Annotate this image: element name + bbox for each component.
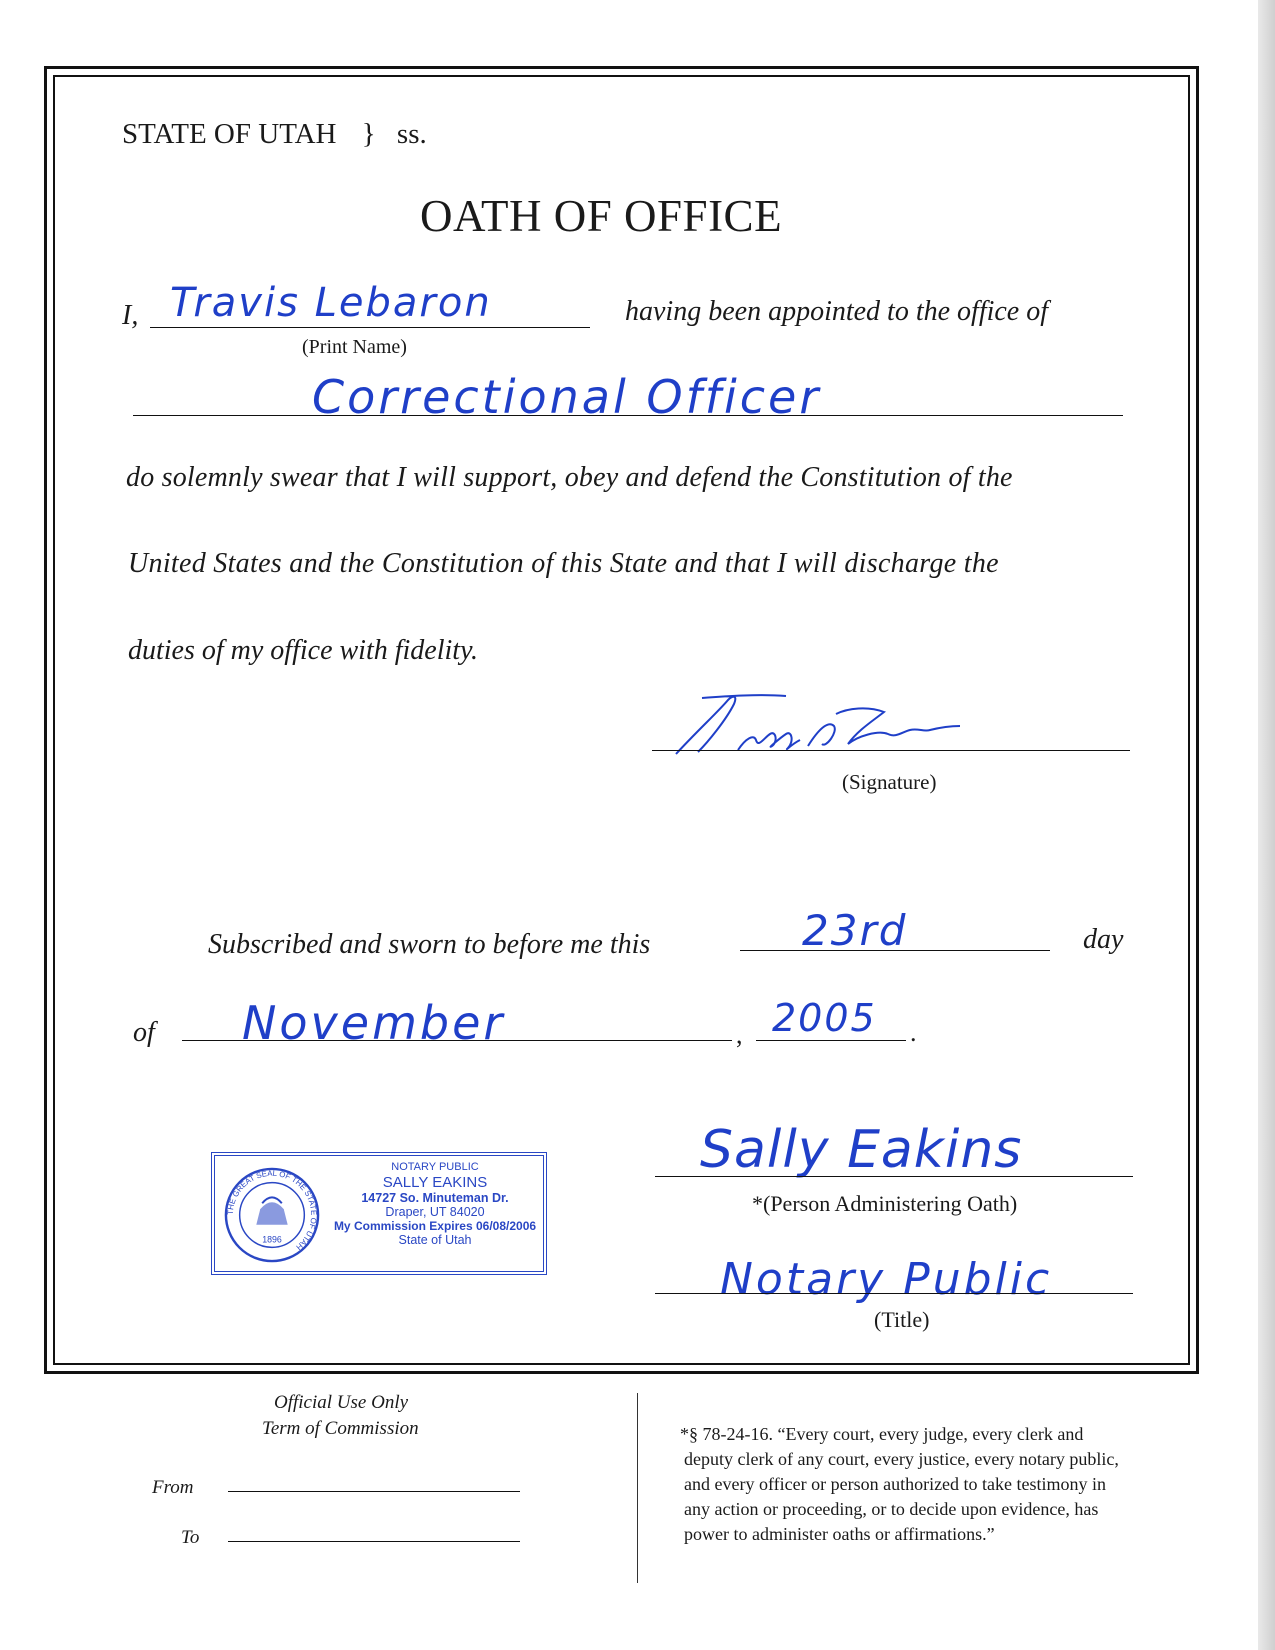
statute-line-5: power to administer oaths or affirmations.” <box>684 1524 995 1544</box>
signature-caption: (Signature) <box>842 770 937 794</box>
to-label: To <box>181 1527 200 1548</box>
stamp-line-6: State of Utah <box>398 1233 472 1247</box>
stamp-line-4: Draper, UT 84020 <box>385 1205 485 1219</box>
day-word: day <box>1083 924 1124 955</box>
stamp-line-1: NOTARY PUBLIC <box>391 1161 479 1173</box>
seal-text: THE GREAT SEAL OF THE STATE OF UTAH <box>225 1168 319 1252</box>
year-period: . <box>910 1018 917 1047</box>
state-name: STATE OF UTAH <box>122 118 337 150</box>
administrator-caption: *(Person Administering Oath) <box>752 1191 1018 1216</box>
administrator-line <box>655 1176 1133 1177</box>
from-label: From <box>152 1477 194 1498</box>
stamp-text <box>327 1160 543 1247</box>
appointed-text: having been appointed to the office of <box>625 296 1049 327</box>
official-use-heading: Official Use Only <box>274 1392 409 1413</box>
print-name-caption: (Print Name) <box>302 336 407 358</box>
office-line <box>133 415 1123 416</box>
ss-abbrev: ss. <box>396 118 427 150</box>
notary-stamp <box>211 1152 547 1275</box>
statute-line-3: and every officer or person authorized to take testimony in <box>684 1474 1107 1494</box>
oath-text-line-3: duties of my office with fidelity. <box>128 635 478 666</box>
signature-line <box>652 750 1130 751</box>
month-value: November <box>242 996 506 1050</box>
stamp-line-3: 14727 So. Minuteman Dr. <box>361 1191 509 1205</box>
seal-year: 1896 <box>262 1234 282 1245</box>
title-caption: (Title) <box>874 1307 930 1332</box>
to-line <box>228 1541 520 1542</box>
from-line <box>228 1491 520 1492</box>
statute-line-2: deputy clerk of any court, every justice, every notary public, <box>684 1449 1119 1469</box>
stamp-line-2: SALLY EAKINS <box>382 1174 488 1191</box>
sworn-text: Subscribed and sworn to before me this <box>208 929 651 960</box>
intro-i: I, <box>122 300 139 331</box>
of-word: of <box>133 1017 155 1048</box>
statute-line-1: *§ 78-24-16. “Every court, every judge, every clerk and <box>680 1424 1084 1444</box>
section-divider <box>637 1393 638 1583</box>
statute-line-4: any action or proceeding, or to decide upon evidence, has <box>684 1499 1099 1519</box>
title-line <box>655 1293 1133 1294</box>
year-value: 2005 <box>772 996 877 1040</box>
administrator-signature: Sally Eakins <box>700 1120 1023 1180</box>
state-seal-icon <box>223 1166 321 1264</box>
month-line <box>182 1040 732 1041</box>
stamp-line-5: My Commission Expires 06/08/2006 <box>333 1219 537 1233</box>
page-edge <box>1258 0 1275 1650</box>
year-line <box>756 1040 906 1041</box>
oath-text-line-1: do solemnly swear that I will support, obey and defend the Constitution of the <box>126 462 1013 493</box>
office-value: Correctional Officer <box>312 370 822 424</box>
term-of-commission-heading: Term of Commission <box>262 1418 419 1439</box>
brace: } <box>361 118 376 150</box>
day-line <box>740 950 1050 951</box>
page-title: OATH OF OFFICE <box>420 191 783 241</box>
print-name-line <box>150 327 590 328</box>
month-comma: , <box>736 1020 743 1049</box>
day-value: 23rd <box>802 906 908 955</box>
state-heading <box>122 118 427 151</box>
oath-text-line-2: United States and the Constitution of this State and that I will discharge the <box>128 548 999 579</box>
print-name-value: Travis Lebaron <box>170 280 492 326</box>
title-value: Notary Public <box>720 1254 1053 1305</box>
